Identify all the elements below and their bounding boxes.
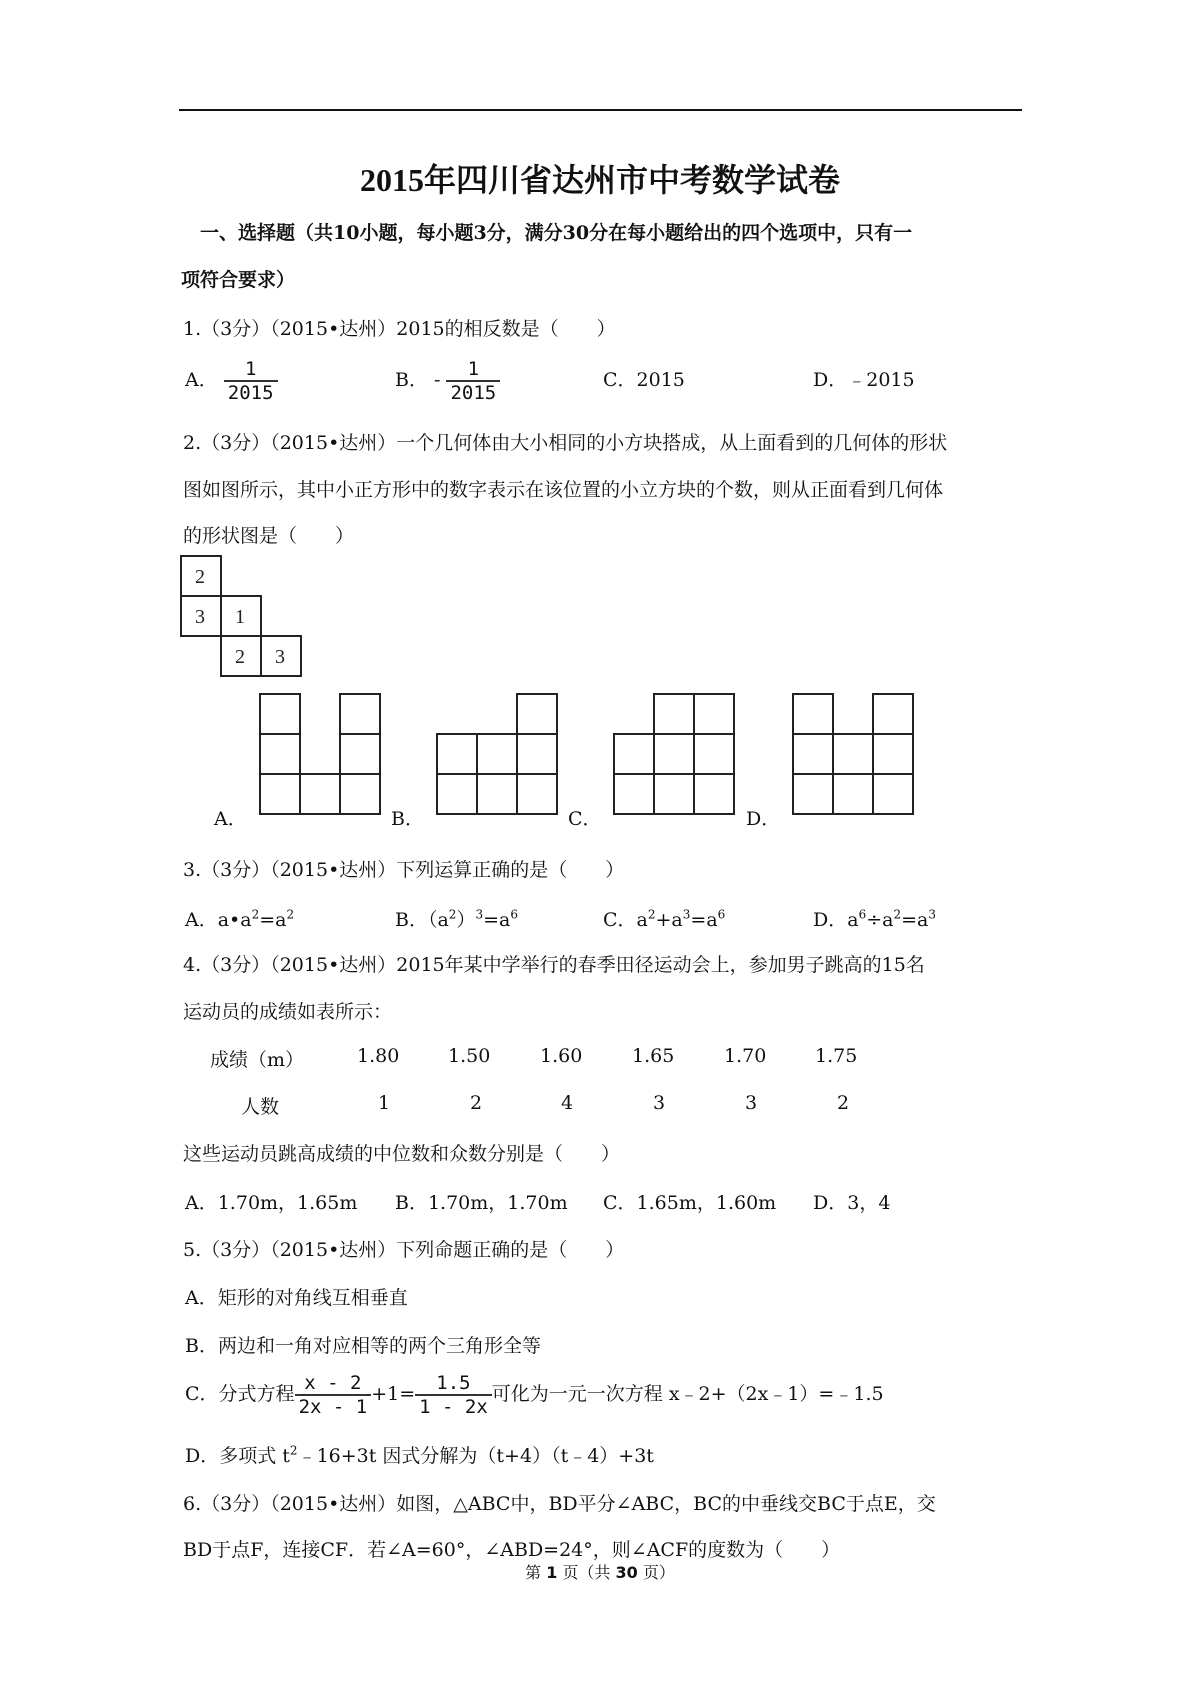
option-text: 分式方程: [218, 1383, 295, 1405]
exponent: 2: [289, 1443, 298, 1458]
section-heading-line1: 一、选择题（共10小题，每小题3分，满分30分在每小题给出的四个选项中，只有一: [200, 222, 913, 244]
minus-sign: -: [434, 369, 441, 391]
table-header-score: 成绩（m）: [210, 1049, 305, 1071]
page-title: 2015年四川省达州市中考数学试卷: [359, 162, 840, 198]
exponent: 3: [475, 907, 484, 922]
numerator: 1: [446, 358, 500, 382]
table-cell: 1.50: [448, 1045, 491, 1067]
option-text: ﹣2015: [847, 369, 915, 391]
fraction: [446, 358, 500, 404]
exponent: 2: [251, 907, 260, 922]
expr-part: a: [847, 909, 859, 931]
table-cell: 4: [561, 1092, 574, 1114]
table-cell: 3: [653, 1092, 666, 1114]
option-label: D．: [813, 909, 848, 931]
numerator: x - 2: [295, 1372, 372, 1396]
q3-option-b[interactable]: [395, 905, 518, 932]
top-view-figure: [180, 555, 310, 685]
q3-option-d[interactable]: [813, 905, 936, 932]
q2-stem-line3: 的形状图是（ ）: [183, 525, 355, 547]
exponent: 2: [647, 907, 656, 922]
q1-option-c[interactable]: [603, 365, 685, 392]
option-label: C．: [185, 1383, 219, 1405]
header-rule: [179, 109, 1022, 111]
page-number: 1: [546, 1563, 558, 1582]
q2-option-d-figure[interactable]: [792, 693, 916, 817]
expr-part: （a: [427, 909, 449, 931]
expr-part: +a: [655, 909, 683, 931]
expr-part: ）: [456, 909, 476, 931]
expr-part: =a: [690, 909, 718, 931]
exponent: 2: [893, 907, 902, 922]
q4-option-c[interactable]: C．1.65m，1.60m: [603, 1192, 777, 1214]
numerator: 1: [224, 358, 278, 382]
option-label: B．: [395, 369, 428, 391]
q3-stem: 3.（3分）（2015•达州）下列运算正确的是（ ）: [183, 859, 625, 881]
q2-option-b-label[interactable]: B．: [391, 808, 424, 830]
q5-option-d[interactable]: [185, 1441, 654, 1468]
footer-text: 第: [525, 1563, 542, 1582]
option-label: D．: [813, 369, 848, 391]
table-cell: 1.75: [815, 1045, 858, 1067]
q4-stem-line1: 4.（3分）（2015•达州）2015年某中学举行的春季田径运动会上，参加男子跳高的15名: [183, 954, 925, 976]
table-cell: 1.70: [724, 1045, 767, 1067]
cell-number: 3: [275, 646, 285, 668]
q5-option-a[interactable]: A．矩形的对角线互相垂直: [185, 1287, 408, 1309]
option-label: D．: [185, 1445, 220, 1467]
q5-option-c[interactable]: [185, 1372, 884, 1418]
option-label: C．: [603, 909, 637, 931]
q2-option-a-label[interactable]: A．: [214, 808, 247, 830]
section-heading-line2: 项符合要求）: [181, 269, 296, 291]
option-label: A．: [185, 369, 218, 391]
exponent: 3: [682, 907, 691, 922]
q1-stem: 1.（3分）（2015•达州）2015的相反数是（ ）: [183, 318, 616, 340]
table-cell: 2: [470, 1092, 483, 1114]
expr-part: =a: [259, 909, 287, 931]
q2-option-c-figure[interactable]: [613, 693, 737, 817]
q2-option-a-figure[interactable]: [259, 693, 383, 817]
q1-option-a[interactable]: [185, 358, 278, 404]
total-pages: 30: [615, 1563, 638, 1582]
footer-text: 页）: [642, 1563, 675, 1582]
option-text: 可化为一元一次方程 x﹣2+（2x﹣1）=﹣1.5: [491, 1383, 884, 1405]
q6-stem-line2: BD于点F，连接CF．若∠A=60°，∠ABD=24°，则∠ACF的度数为（ ）: [183, 1539, 841, 1561]
q2-stem-line1: 2.（3分）（2015•达州）一个几何体由大小相同的小方块搭成，从上面看到的几何体的形状: [183, 432, 948, 454]
table-header-count: 人数: [241, 1096, 280, 1118]
q6-stem-line1: 6.（3分）（2015•达州）如图，△ABC中，BD平分∠ABC，BC的中垂线交BC于点E，交: [183, 1493, 936, 1515]
fraction: [295, 1372, 372, 1418]
page-footer: [0, 1560, 1200, 1583]
cell-number: 1: [235, 606, 245, 628]
exponent: 6: [510, 907, 518, 922]
q2-option-d-label[interactable]: D．: [746, 808, 781, 830]
expr-part: ÷a: [866, 909, 894, 931]
q4-option-d[interactable]: D．3，4: [813, 1192, 891, 1214]
q3-option-c[interactable]: [603, 905, 725, 932]
option-text: 多项式 t: [219, 1445, 290, 1467]
q1-option-b[interactable]: [395, 358, 500, 404]
q2-option-c-label[interactable]: C．: [568, 808, 602, 830]
table-cell: 1.80: [357, 1045, 400, 1067]
option-label: A．: [185, 909, 218, 931]
option-label: C．: [603, 369, 637, 391]
denominator: 2015: [227, 382, 274, 404]
fraction: [224, 358, 278, 404]
q4-option-a[interactable]: A．1.70m，1.65m: [185, 1192, 358, 1214]
table-cell: 1: [378, 1092, 391, 1114]
cell-number: 3: [195, 606, 205, 628]
table-cell: 1.60: [540, 1045, 583, 1067]
exponent: 2: [286, 907, 295, 922]
option-text: ﹣16+3t 因式分解为（t+4）（t﹣4）+3t: [297, 1445, 654, 1467]
numerator: 1.5: [415, 1372, 492, 1396]
expr-part: a•a: [217, 909, 252, 931]
q4-stem-line2: 运动员的成绩如表所示：: [183, 1001, 393, 1023]
table-cell: 3: [745, 1092, 758, 1114]
table-cell: 1.65: [632, 1045, 675, 1067]
q2-stem-line2: 图如图所示，其中小正方形中的数字表示在该位置的小立方块的个数，则从正面看到几何体: [183, 479, 944, 501]
fraction: [415, 1372, 492, 1418]
option-text: +1=: [371, 1383, 416, 1405]
q1-option-d[interactable]: [813, 365, 915, 392]
exponent: 3: [928, 907, 936, 922]
cell-number: 2: [235, 646, 245, 668]
option-text: 2015: [636, 369, 685, 391]
table-cell: 2: [837, 1092, 850, 1114]
exponent: 2: [448, 907, 457, 922]
exponent: 6: [858, 907, 867, 922]
denominator: 2015: [450, 382, 497, 404]
q5-option-b[interactable]: B．两边和一角对应相等的两个三角形全等: [185, 1335, 541, 1357]
expr-part: =a: [901, 909, 929, 931]
exponent: 6: [717, 907, 726, 922]
expr-part: =a: [483, 909, 511, 931]
footer-text: 页（共: [562, 1563, 611, 1582]
q2-option-b-figure[interactable]: [436, 693, 560, 817]
q3-option-a[interactable]: [185, 905, 294, 932]
cell-number: 2: [195, 566, 205, 588]
q5-stem: 5.（3分）（2015•达州）下列命题正确的是（ ）: [183, 1239, 625, 1261]
option-label: B．: [395, 909, 428, 931]
denominator: 2x - 1: [298, 1396, 368, 1418]
q4-option-b[interactable]: B．1.70m，1.70m: [395, 1192, 568, 1214]
expr-part: a: [636, 909, 648, 931]
q4-stem-line3: 这些运动员跳高成绩的中位数和众数分别是（ ）: [183, 1143, 621, 1165]
denominator: 1 - 2x: [419, 1396, 488, 1418]
